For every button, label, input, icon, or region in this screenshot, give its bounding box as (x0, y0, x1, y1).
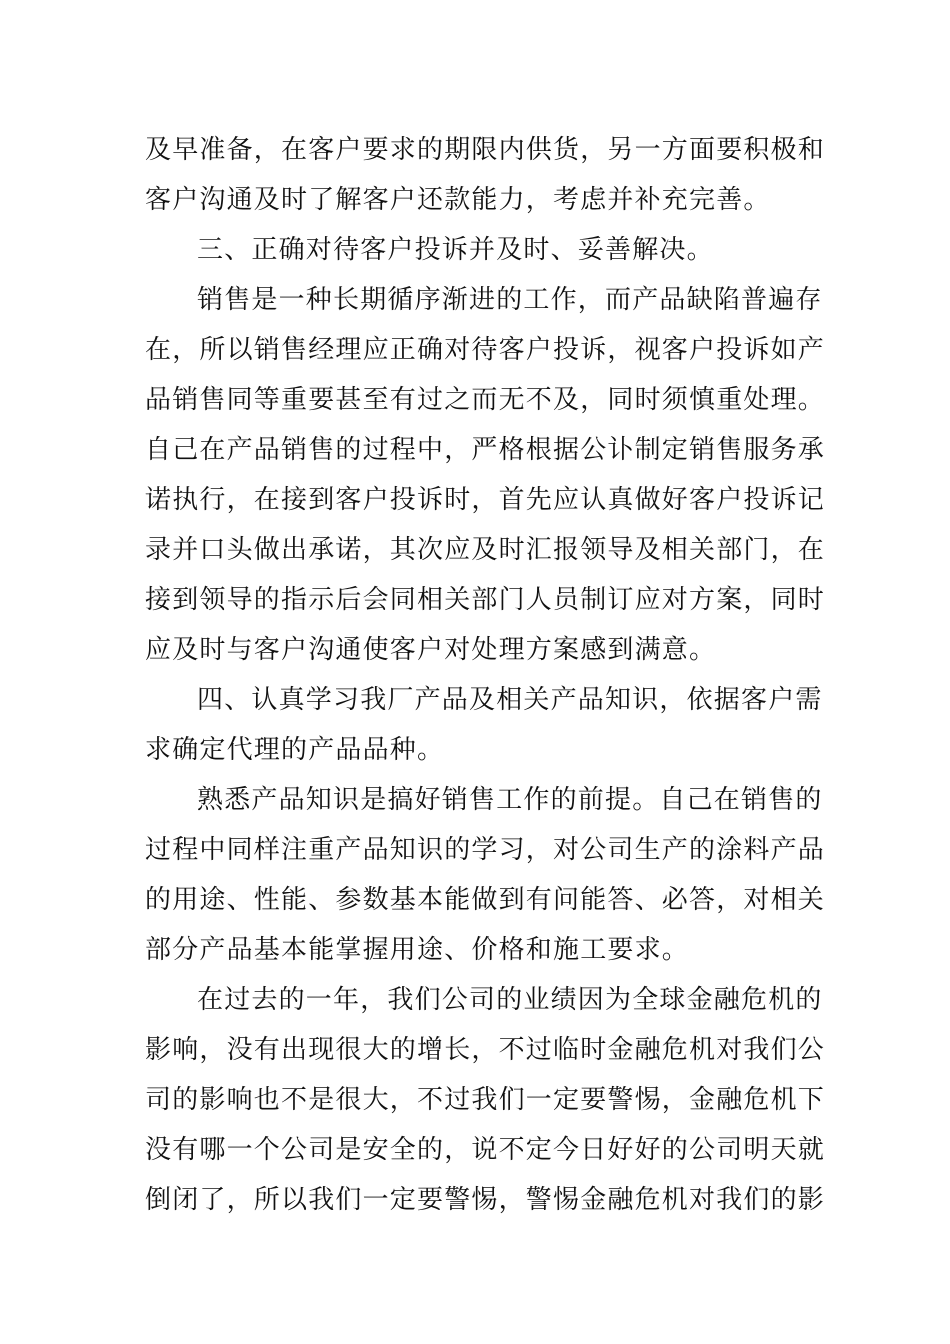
text-line: 司的影响也不是很大，不过我们一定要警惕，金融危机下 (145, 1085, 826, 1115)
text-line: 部分产品基本能掌握用途、价格和施工要求。 (145, 935, 690, 965)
text-line: 影响，没有出现很大的增长，不过临时金融危机对我们公 (145, 1035, 826, 1065)
text-line: 在过去的一年，我们公司的业绩因为全球金融危机的 (197, 985, 823, 1015)
text-line: 及早准备，在客户要求的期限内供货，另一方面要积极和 (145, 135, 826, 165)
text-line: 倒闭了，所以我们一定要警惕，警惕金融危机对我们的影 (145, 1185, 826, 1215)
text-line: 过程中同样注重产品知识的学习，对公司生产的涂料产品 (145, 835, 826, 865)
text-line: 求确定代理的产品品种。 (145, 735, 445, 765)
text-line: 诺执行，在接到客户投诉时，首先应认真做好客户投诉记 (145, 485, 826, 515)
document-body (145, 125, 826, 1225)
text-line: 没有哪一个公司是安全的，说不定今日好好的公司明天就 (145, 1135, 826, 1165)
text-line: 品销售同等重要甚至有过之而无不及，同时须慎重处理。 (145, 385, 826, 415)
text-line: 销售是一种长期循序渐进的工作，而产品缺陷普遍存 (197, 285, 823, 315)
section-heading: 四、认真学习我厂产品及相关产品知识，依据客户需 (197, 685, 823, 715)
text-line: 熟悉产品知识是搞好销售工作的前提。自己在销售的 (197, 785, 823, 815)
text-line: 的用途、性能、参数基本能做到有问能答、必答，对相关 (145, 885, 826, 915)
text-line: 录并口头做出承诺，其次应及时汇报领导及相关部门，在 (145, 535, 826, 565)
text-line: 接到领导的指示后会同相关部门人员制订应对方案，同时 (145, 585, 826, 615)
text-line: 自己在产品销售的过程中，严格根据公讣制定销售服务承 (145, 435, 826, 465)
text-line: 客户沟通及时了解客户还款能力，考虑并补充完善。 (145, 185, 771, 215)
text-line: 在，所以销售经理应正确对待客户投诉，视客户投诉如产 (145, 335, 826, 365)
text-line: 应及时与客户沟通使客户对处理方案感到满意。 (145, 635, 717, 665)
section-heading: 三、正确对待客户投诉并及时、妥善解决。 (197, 235, 714, 265)
